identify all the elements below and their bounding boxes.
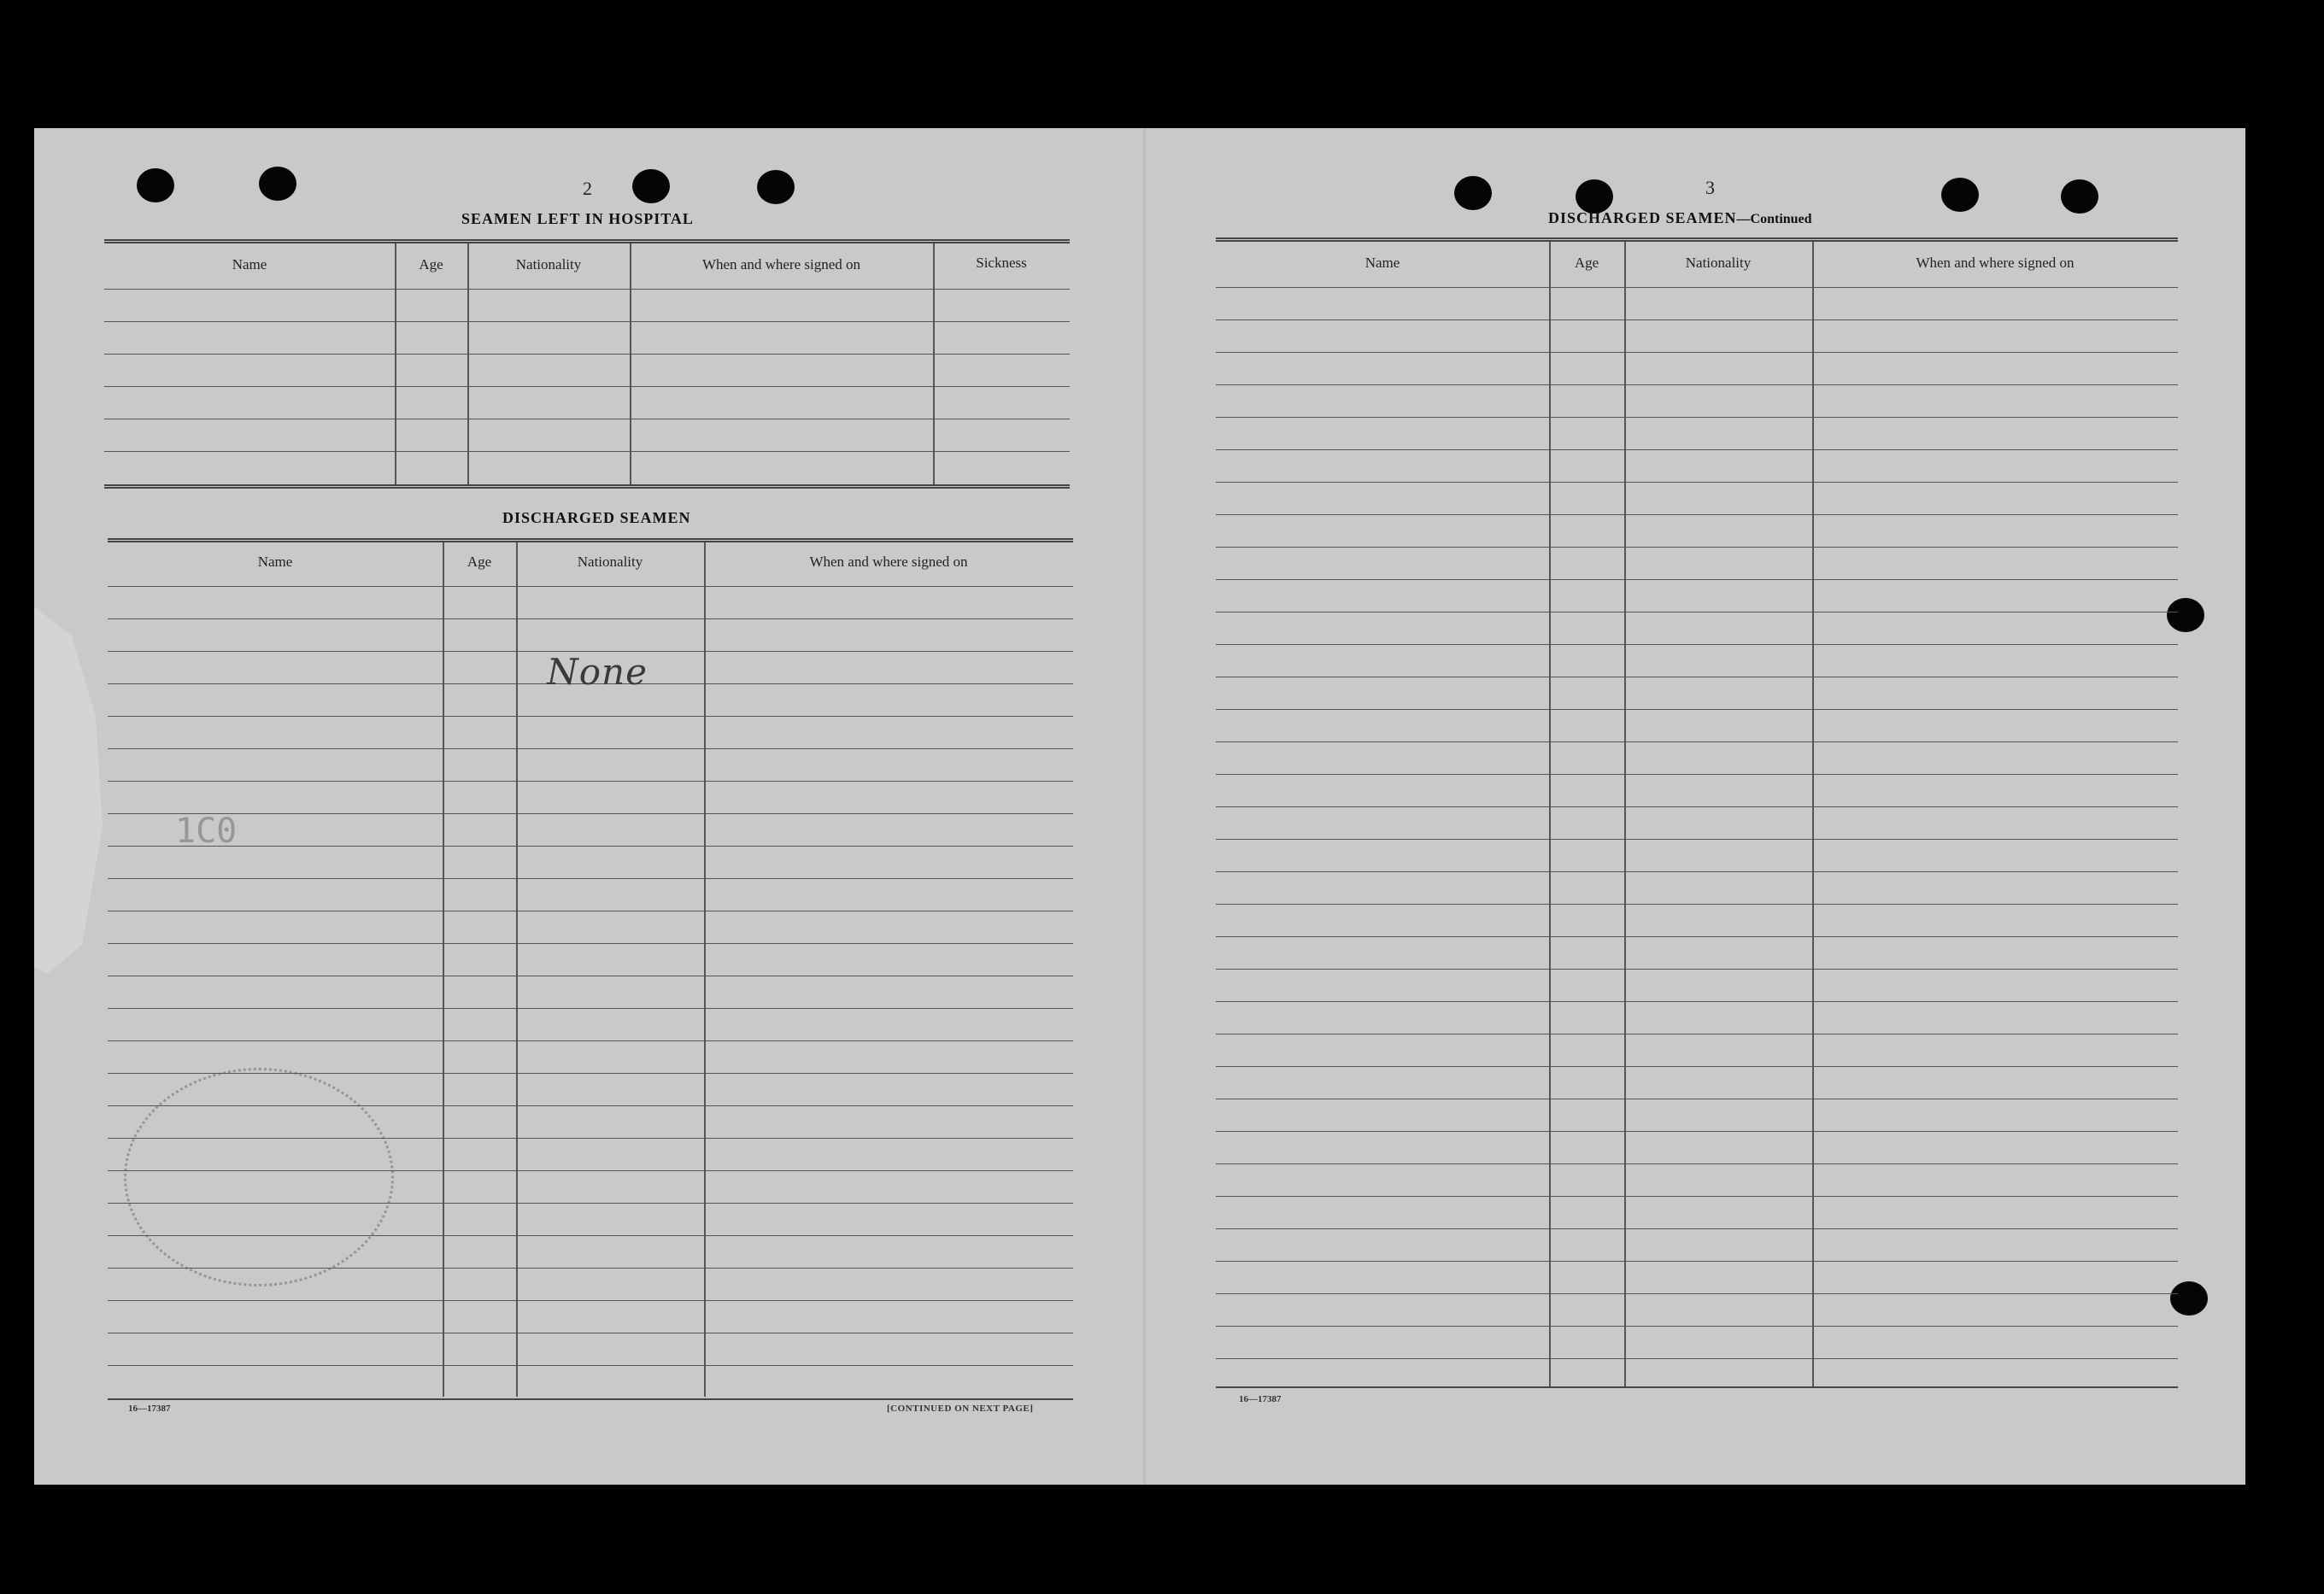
column-divider	[704, 542, 706, 1397]
row-rule	[1216, 579, 2178, 580]
col-head-signed-on: When and where signed on	[1916, 255, 2075, 271]
column-divider	[1812, 242, 1814, 1386]
form-code-left: 16—17387	[128, 1404, 171, 1414]
punch-hole	[2061, 179, 2098, 214]
column-divider	[443, 542, 444, 1397]
col-head-nationality: Nationality	[577, 554, 643, 570]
discharged-ledger-right	[1216, 237, 2178, 1386]
row-rule	[108, 1170, 1073, 1171]
row-rule	[1216, 969, 2178, 970]
top-double-rule	[104, 239, 1070, 243]
hospital-section-title: SEAMEN LEFT IN HOSPITAL	[461, 210, 694, 227]
title-suffix: —Continued	[1736, 212, 1812, 226]
row-rule	[1216, 352, 2178, 353]
row-rule	[108, 618, 1073, 619]
bottom-rule	[1216, 1386, 2178, 1388]
header-rule	[108, 586, 1073, 587]
punch-hole	[757, 170, 795, 204]
punch-hole	[1941, 178, 1979, 212]
column-divider	[630, 243, 631, 484]
row-rule	[108, 943, 1073, 944]
row-rule	[1216, 936, 2178, 937]
bottom-double-rule	[104, 484, 1070, 489]
column-divider	[1624, 242, 1626, 1386]
row-rule	[1216, 741, 2178, 742]
row-rule	[1216, 709, 2178, 710]
column-divider	[467, 243, 469, 484]
row-rule	[108, 1105, 1073, 1106]
discharged-continued-title	[1548, 209, 1812, 227]
row-rule	[1216, 514, 2178, 515]
row-rule	[1216, 1228, 2178, 1229]
row-rule	[1216, 547, 2178, 548]
row-rule	[1216, 644, 2178, 645]
col-head-age: Age	[419, 256, 443, 273]
row-rule	[1216, 1358, 2178, 1359]
punch-hole	[1576, 179, 1613, 214]
row-rule	[1216, 1131, 2178, 1132]
row-rule	[108, 878, 1073, 879]
row-rule	[108, 1073, 1073, 1074]
row-rule	[108, 1235, 1073, 1236]
row-rule	[1216, 1261, 2178, 1262]
column-divider	[516, 542, 518, 1397]
col-head-sickness: Sickness	[976, 255, 1027, 271]
faint-mark: 1C0	[175, 812, 238, 851]
row-rule	[108, 813, 1073, 814]
col-head-nationality: Nationality	[515, 256, 582, 273]
row-rule	[104, 386, 1070, 387]
col-head-age: Age	[1574, 255, 1599, 271]
col-head-age: Age	[467, 554, 492, 570]
row-rule	[108, 1300, 1073, 1301]
punch-hole	[259, 167, 296, 201]
handwritten-none: None	[547, 651, 648, 693]
row-rule	[1216, 417, 2178, 418]
page-fold	[1143, 128, 1146, 1485]
row-rule	[1216, 839, 2178, 840]
col-head-name: Name	[1364, 255, 1400, 271]
row-rule	[108, 1268, 1073, 1269]
row-rule	[108, 1203, 1073, 1204]
continued-note: [CONTINUED ON NEXT PAGE]	[887, 1404, 1034, 1414]
row-rule	[108, 846, 1073, 847]
row-rule	[1216, 319, 2178, 320]
top-double-rule	[1216, 237, 2178, 242]
header-rule	[1216, 287, 2178, 288]
col-head-name: Name	[257, 554, 293, 570]
row-rule	[104, 354, 1070, 355]
page-number-left: 2	[583, 178, 593, 199]
row-rule	[108, 781, 1073, 782]
row-rule	[1216, 1001, 2178, 1002]
row-rule	[1216, 482, 2178, 483]
title-text: DISCHARGED SEAMEN	[1548, 209, 1737, 226]
row-rule	[1216, 384, 2178, 385]
row-rule	[108, 1365, 1073, 1366]
top-double-rule	[108, 538, 1073, 542]
row-rule	[108, 1040, 1073, 1041]
row-rule	[1216, 1326, 2178, 1327]
row-rule	[104, 451, 1070, 452]
punch-hole	[1454, 176, 1492, 210]
row-rule	[1216, 1163, 2178, 1164]
punch-hole	[137, 168, 174, 202]
row-rule	[104, 321, 1070, 322]
punch-hole	[632, 169, 670, 203]
row-rule	[1216, 1293, 2178, 1294]
row-rule	[1216, 774, 2178, 775]
hospital-ledger	[104, 239, 1070, 487]
bottom-rule	[108, 1398, 1073, 1400]
form-code-right: 16—17387	[1239, 1394, 1282, 1404]
column-divider	[395, 243, 396, 484]
col-head-signed-on: When and where signed on	[701, 256, 861, 273]
col-head-nationality: Nationality	[1685, 255, 1752, 271]
discharged-section-title: DISCHARGED SEAMEN	[502, 509, 691, 526]
row-rule	[1216, 449, 2178, 450]
row-rule	[1216, 904, 2178, 905]
col-head-name: Name	[232, 256, 267, 273]
row-rule	[1216, 1066, 2178, 1067]
row-rule	[108, 1008, 1073, 1009]
col-head-signed-on: When and where signed on	[809, 554, 968, 570]
row-rule	[108, 716, 1073, 717]
row-rule	[108, 748, 1073, 749]
page-number-right: 3	[1705, 177, 1716, 198]
row-rule	[1216, 806, 2178, 807]
row-rule	[1216, 871, 2178, 872]
column-divider	[1549, 242, 1551, 1386]
column-divider	[933, 243, 935, 484]
row-rule	[108, 1138, 1073, 1139]
row-rule	[1216, 1196, 2178, 1197]
header-rule	[104, 289, 1070, 290]
